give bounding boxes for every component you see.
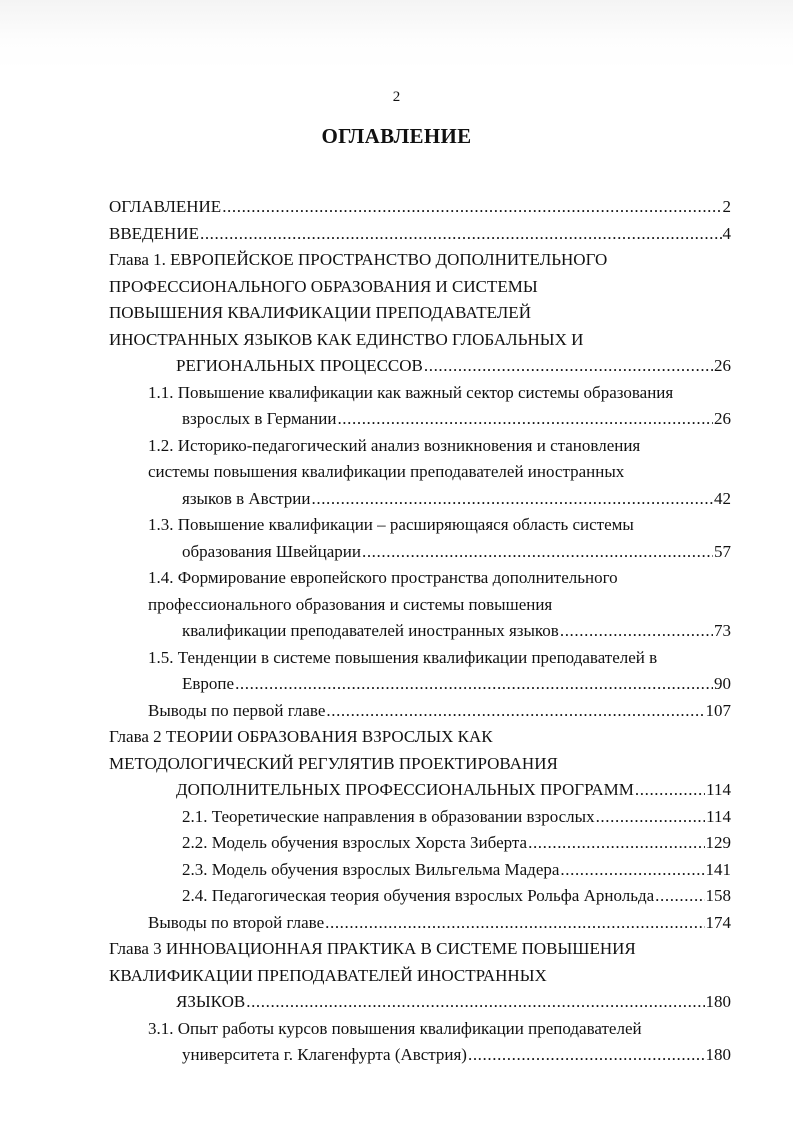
toc-title-line: КВАЛИФИКАЦИИ ПРЕПОДАВАТЕЛЕЙ ИНОСТРАННЫХ <box>109 965 547 985</box>
toc-title: Европе <box>182 674 235 693</box>
toc-entry-section-1-1[interactable] <box>148 380 731 433</box>
toc-entry-section-1-5[interactable] <box>148 645 731 698</box>
toc-line <box>182 883 731 910</box>
toc-entry-chapter-1[interactable] <box>109 247 731 380</box>
toc-title-line: профессионального образования и системы повышения <box>148 594 553 614</box>
dot-leader <box>200 221 722 248</box>
toc-title-line: ИНОСТРАННЫХ ЯЗЫКОВ КАК ЕДИНСТВО ГЛОБАЛЬНЫХ И <box>109 329 584 349</box>
dot-leader <box>560 618 713 645</box>
page-number: 2 <box>392 89 401 105</box>
toc-entry-section-2-2[interactable] <box>148 830 731 857</box>
toc-title: РЕГИОНАЛЬНЫХ ПРОЦЕССОВ <box>176 356 423 375</box>
dot-leader <box>424 353 713 380</box>
toc-title: ЯЗЫКОВ <box>176 992 246 1011</box>
toc-page-number: 180 <box>705 1045 731 1064</box>
toc-title-line: 1.2. Историко-педагогический анализ возникновения и становления <box>148 435 641 455</box>
toc-page-number: 73 <box>714 621 731 640</box>
toc-line <box>182 830 731 857</box>
toc-title-line: ПРОФЕССИОНАЛЬНОГО ОБРАЗОВАНИЯ И СИСТЕМЫ <box>109 276 538 296</box>
toc-page-number: 2 <box>722 197 731 216</box>
toc-title-line: 1.3. Повышение квалификации – расширяющаяся область системы <box>148 515 634 534</box>
toc-entry-contents[interactable] <box>109 194 731 221</box>
toc-page-number: 158 <box>705 886 731 905</box>
toc-line <box>182 857 731 884</box>
toc-title: 2.4. Педагогическая теория обучения взрослых Рольфа Арнольда <box>182 886 655 905</box>
dot-leader <box>655 883 704 910</box>
toc-entry-section-2-3[interactable] <box>148 857 731 884</box>
toc-line <box>182 671 731 698</box>
toc-page-number: 114 <box>706 780 731 799</box>
toc-title-line: 1.4. Формирование европейского пространства дополнительного <box>148 568 618 587</box>
toc-page-number: 180 <box>705 992 731 1011</box>
toc-page-number: 57 <box>714 541 731 561</box>
toc-entry-section-1-4[interactable] <box>148 565 731 645</box>
toc-title: взрослых в Германии <box>182 409 337 428</box>
page-title: ОГЛАВЛЕНИЕ <box>321 124 472 148</box>
toc-page-number: 107 <box>705 700 731 720</box>
toc-entry-introduction[interactable] <box>109 221 731 248</box>
dot-leader <box>337 406 713 433</box>
table-of-contents <box>109 194 731 1069</box>
toc-title: языков в Австрии <box>182 488 311 508</box>
toc-title-line: МЕТОДОЛОГИЧЕСКИЙ РЕГУЛЯТИВ ПРОЕКТИРОВАНИЯ <box>109 753 558 773</box>
toc-title: 2.2. Модель обучения взрослых Хорста Зиберта <box>182 833 528 852</box>
dot-leader <box>635 777 705 804</box>
dot-leader <box>235 671 713 698</box>
toc-title-line: 1.5. Тенденции в системе повышения квалификации преподавателей в <box>148 647 658 667</box>
toc-page-number: 4 <box>722 223 731 243</box>
toc-line <box>176 989 731 1016</box>
toc-title: 2.1. Теоретические направления в образовании взрослых <box>182 806 595 826</box>
toc-title-line: Глава 3 ИННОВАЦИОННАЯ ПРАКТИКА В СИСТЕМЕ ПОВЫШЕНИЯ <box>109 939 636 958</box>
toc-title: ВВЕДЕНИЕ <box>109 223 199 243</box>
toc-entry-conclusion-2[interactable] <box>148 910 731 937</box>
dot-leader <box>362 539 713 566</box>
toc-title: 2.3. Модель обучения взрослых Вильгельма Мадера <box>182 859 560 879</box>
toc-line <box>182 539 731 566</box>
toc-title-line: ПОВЫШЕНИЯ КВАЛИФИКАЦИИ ПРЕПОДАВАТЕЛЕЙ <box>109 303 531 322</box>
toc-title: образования Швейцарии <box>182 541 361 561</box>
toc-title-line: 3.1. Опыт работы курсов повышения квалификации преподавателей <box>148 1018 642 1038</box>
dot-leader <box>222 194 721 221</box>
toc-entry-chapter-2[interactable] <box>109 724 731 804</box>
toc-page-number: 129 <box>705 833 731 852</box>
toc-page-number: 26 <box>714 409 731 428</box>
toc-title-line: системы повышения квалификации преподавателей иностранных <box>148 462 625 481</box>
toc-page-number: 26 <box>714 356 731 375</box>
toc-entry-section-3-1[interactable] <box>148 1016 731 1069</box>
dot-leader <box>528 830 704 857</box>
toc-title: ОГЛАВЛЕНИЕ <box>109 197 222 216</box>
toc-entry-section-2-4[interactable] <box>148 883 731 910</box>
toc-line <box>182 1042 731 1069</box>
dot-leader <box>326 698 704 725</box>
toc-line <box>148 698 731 725</box>
toc-entry-conclusion-1[interactable] <box>148 698 731 725</box>
dot-leader <box>560 857 704 884</box>
toc-page-number: 90 <box>714 674 731 693</box>
toc-title: Выводы по второй главе <box>148 912 325 932</box>
toc-line <box>182 618 731 645</box>
dot-leader <box>596 804 706 831</box>
toc-entry-section-1-2[interactable] <box>148 433 731 513</box>
toc-line <box>148 910 731 937</box>
toc-line <box>176 777 731 804</box>
toc-title: квалификации преподавателей иностранных языков <box>182 621 559 640</box>
toc-entry-chapter-3[interactable] <box>109 936 731 1016</box>
toc-line <box>176 353 731 380</box>
toc-line <box>182 486 731 513</box>
toc-title-line: 1.1. Повышение квалификации как важный сектор системы образования <box>148 382 674 402</box>
dot-leader <box>246 989 704 1016</box>
toc-title: ДОПОЛНИТЕЛЬНЫХ ПРОФЕССИОНАЛЬНЫХ ПРОГРАММ <box>176 780 634 799</box>
toc-line <box>109 221 731 248</box>
toc-entry-section-1-3[interactable] <box>148 512 731 565</box>
dot-leader <box>468 1042 705 1069</box>
toc-entry-section-2-1[interactable] <box>148 804 731 831</box>
toc-line <box>182 804 731 831</box>
toc-title-line: Глава 1. ЕВРОПЕЙСКОЕ ПРОСТРАНСТВО ДОПОЛНИТЕЛЬНОГО <box>109 250 608 269</box>
toc-line <box>182 406 731 433</box>
toc-page-number: 141 <box>705 859 731 879</box>
toc-page-number: 42 <box>714 488 731 508</box>
toc-title: университета г. Клагенфурта (Австрия) <box>182 1045 467 1064</box>
dot-leader <box>325 910 704 937</box>
toc-page-number: 114 <box>706 806 731 826</box>
toc-title: Выводы по первой главе <box>148 700 326 720</box>
toc-page-number: 174 <box>705 912 731 932</box>
toc-title-line: Глава 2 ТЕОРИИ ОБРАЗОВАНИЯ ВЗРОСЛЫХ КАК <box>109 727 493 746</box>
toc-line <box>109 194 731 221</box>
dot-leader <box>312 486 714 513</box>
